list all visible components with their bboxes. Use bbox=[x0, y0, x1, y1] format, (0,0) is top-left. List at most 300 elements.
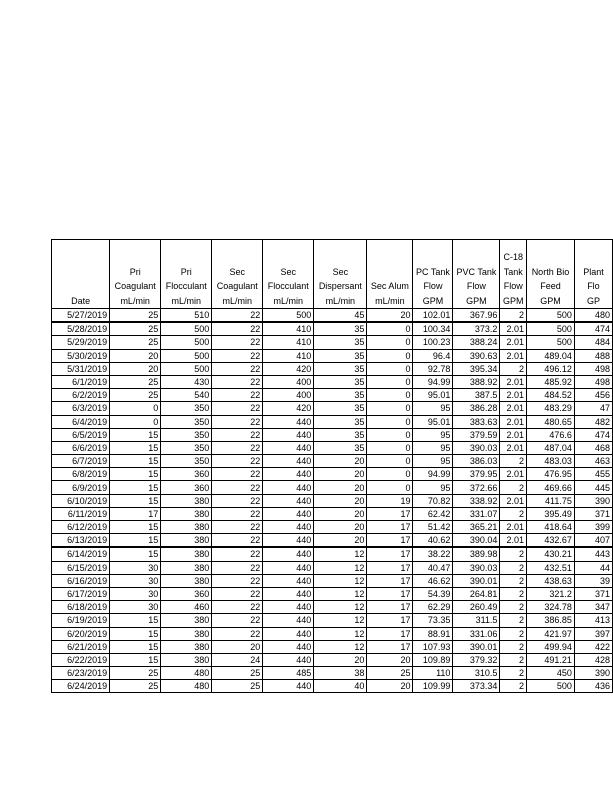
value-cell: 440 bbox=[263, 441, 314, 454]
value-cell: 386.28 bbox=[453, 402, 500, 415]
value-cell: 22 bbox=[212, 534, 263, 548]
date-cell: 6/15/2019 bbox=[52, 561, 110, 574]
value-cell: 22 bbox=[212, 349, 263, 362]
date-cell: 6/5/2019 bbox=[52, 428, 110, 441]
value-cell: 22 bbox=[212, 507, 263, 520]
header-line: mL/min bbox=[375, 295, 405, 306]
value-cell: 95 bbox=[413, 402, 453, 415]
date-cell: 6/13/2019 bbox=[52, 534, 110, 548]
value-cell: 0 bbox=[367, 441, 413, 454]
value-cell: 2.01 bbox=[500, 534, 527, 548]
value-cell: 2 bbox=[500, 455, 527, 468]
value-cell: 35 bbox=[314, 375, 367, 388]
value-cell: 17 bbox=[367, 640, 413, 653]
value-cell: 264.81 bbox=[453, 587, 500, 600]
table-row bbox=[52, 375, 613, 388]
header-line: GPM bbox=[502, 295, 524, 306]
value-cell: 12 bbox=[314, 614, 367, 627]
value-cell: 440 bbox=[263, 614, 314, 627]
value-cell: 109.89 bbox=[413, 653, 453, 666]
value-cell: 500 bbox=[527, 309, 575, 323]
value-cell: 15 bbox=[110, 614, 161, 627]
value-cell: 22 bbox=[212, 336, 263, 349]
value-cell: 480 bbox=[574, 309, 612, 323]
value-cell: 390.01 bbox=[453, 640, 500, 653]
table-row bbox=[52, 309, 613, 323]
value-cell: 0 bbox=[367, 428, 413, 441]
value-cell: 400 bbox=[263, 389, 314, 402]
value-cell: 399 bbox=[574, 521, 612, 534]
value-cell: 430.21 bbox=[527, 547, 575, 561]
value-cell: 0 bbox=[367, 415, 413, 428]
table-row bbox=[52, 455, 613, 468]
value-cell: 35 bbox=[314, 415, 367, 428]
value-cell: 25 bbox=[110, 309, 161, 323]
value-cell: 25 bbox=[110, 336, 161, 349]
value-cell: 438.63 bbox=[527, 574, 575, 587]
value-cell: 2.01 bbox=[500, 494, 527, 507]
value-cell: 390.03 bbox=[453, 561, 500, 574]
value-cell: 20 bbox=[314, 534, 367, 548]
value-cell: 500 bbox=[527, 680, 575, 693]
column-header bbox=[453, 240, 500, 309]
value-cell: 487.04 bbox=[527, 441, 575, 454]
date-cell: 6/17/2019 bbox=[52, 587, 110, 600]
value-cell: 15 bbox=[110, 455, 161, 468]
value-cell: 440 bbox=[263, 534, 314, 548]
value-cell: 47 bbox=[574, 402, 612, 415]
table-row bbox=[52, 468, 613, 481]
value-cell: 35 bbox=[314, 389, 367, 402]
value-cell: 2.01 bbox=[500, 402, 527, 415]
value-cell: 0 bbox=[367, 455, 413, 468]
value-cell: 386.85 bbox=[527, 614, 575, 627]
header-line: Flow bbox=[466, 281, 486, 291]
value-cell: 15 bbox=[110, 441, 161, 454]
value-cell: 73.35 bbox=[413, 614, 453, 627]
value-cell: 22 bbox=[212, 389, 263, 402]
value-cell: 489.04 bbox=[527, 349, 575, 362]
date-cell: 6/6/2019 bbox=[52, 441, 110, 454]
header-line: Feed bbox=[540, 281, 561, 291]
value-cell: 22 bbox=[212, 428, 263, 441]
value-cell: 2.01 bbox=[500, 389, 527, 402]
table-row bbox=[52, 640, 613, 653]
value-cell: 35 bbox=[314, 402, 367, 415]
value-cell: 2 bbox=[500, 640, 527, 653]
column-header bbox=[413, 240, 453, 309]
value-cell: 360 bbox=[161, 481, 212, 494]
value-cell: 22 bbox=[212, 362, 263, 375]
date-cell: 6/9/2019 bbox=[52, 481, 110, 494]
value-cell: 22 bbox=[212, 574, 263, 587]
value-cell: 380 bbox=[161, 574, 212, 587]
value-cell: 30 bbox=[110, 587, 161, 600]
value-cell: 500 bbox=[161, 336, 212, 349]
value-cell: 2 bbox=[500, 680, 527, 693]
value-cell: 498 bbox=[574, 375, 612, 388]
value-cell: 40.62 bbox=[413, 534, 453, 548]
value-cell: 12 bbox=[314, 561, 367, 574]
value-cell: 430 bbox=[161, 375, 212, 388]
header-line: Flo bbox=[587, 281, 600, 291]
value-cell: 25 bbox=[212, 680, 263, 693]
value-cell: 389.98 bbox=[453, 547, 500, 561]
value-cell: 0 bbox=[110, 415, 161, 428]
date-cell: 6/23/2019 bbox=[52, 667, 110, 680]
value-cell: 22 bbox=[212, 561, 263, 574]
value-cell: 22 bbox=[212, 481, 263, 494]
value-cell: 25 bbox=[110, 667, 161, 680]
value-cell: 15 bbox=[110, 547, 161, 561]
value-cell: 2.01 bbox=[500, 415, 527, 428]
value-cell: 371 bbox=[574, 507, 612, 520]
date-cell: 6/20/2019 bbox=[52, 627, 110, 640]
value-cell: 440 bbox=[263, 481, 314, 494]
value-cell: 0 bbox=[110, 402, 161, 415]
value-cell: 17 bbox=[367, 587, 413, 600]
value-cell: 350 bbox=[161, 455, 212, 468]
value-cell: 0 bbox=[367, 375, 413, 388]
value-cell: 2 bbox=[500, 507, 527, 520]
value-cell: 420 bbox=[263, 402, 314, 415]
header-line: Sec bbox=[280, 266, 297, 277]
table-row bbox=[52, 336, 613, 349]
value-cell: 22 bbox=[212, 322, 263, 336]
value-cell: 95 bbox=[413, 481, 453, 494]
header-line: GPM bbox=[540, 295, 561, 306]
date-cell: 5/28/2019 bbox=[52, 322, 110, 336]
column-header bbox=[574, 240, 612, 309]
value-cell: 440 bbox=[263, 561, 314, 574]
value-cell: 22 bbox=[212, 415, 263, 428]
value-cell: 20 bbox=[314, 455, 367, 468]
value-cell: 2 bbox=[500, 587, 527, 600]
value-cell: 388.92 bbox=[453, 375, 500, 388]
value-cell: 20 bbox=[367, 653, 413, 666]
table-row bbox=[52, 362, 613, 375]
table-row bbox=[52, 349, 613, 362]
value-cell: 22 bbox=[212, 309, 263, 323]
date-cell: 6/14/2019 bbox=[52, 547, 110, 561]
value-cell: 35 bbox=[314, 349, 367, 362]
value-cell: 20 bbox=[314, 481, 367, 494]
value-cell: 20 bbox=[314, 494, 367, 507]
column-header bbox=[527, 240, 575, 309]
header-line: PVC Tank bbox=[456, 266, 497, 277]
value-cell: 2 bbox=[500, 627, 527, 640]
value-cell: 380 bbox=[161, 534, 212, 548]
value-cell: 12 bbox=[314, 587, 367, 600]
date-cell: 5/30/2019 bbox=[52, 349, 110, 362]
value-cell: 350 bbox=[161, 415, 212, 428]
value-cell: 96.4 bbox=[413, 349, 453, 362]
value-cell: 17 bbox=[367, 574, 413, 587]
value-cell: 12 bbox=[314, 601, 367, 614]
value-cell: 38.22 bbox=[413, 547, 453, 561]
value-cell: 15 bbox=[110, 428, 161, 441]
value-cell: 390.01 bbox=[453, 574, 500, 587]
value-cell: 445 bbox=[574, 481, 612, 494]
column-header bbox=[367, 240, 413, 309]
table-row bbox=[52, 614, 613, 627]
value-cell: 110 bbox=[413, 667, 453, 680]
date-cell: 6/10/2019 bbox=[52, 494, 110, 507]
table-body bbox=[52, 309, 613, 693]
value-cell: 390.63 bbox=[453, 349, 500, 362]
header-line: Flocculant bbox=[165, 281, 207, 291]
value-cell: 35 bbox=[314, 322, 367, 336]
date-cell: 6/12/2019 bbox=[52, 521, 110, 534]
value-cell: 24 bbox=[212, 653, 263, 666]
header-line: Sec bbox=[229, 266, 246, 277]
value-cell: 22 bbox=[212, 402, 263, 415]
value-cell: 2 bbox=[500, 653, 527, 666]
value-cell: 440 bbox=[263, 587, 314, 600]
value-cell: 390 bbox=[574, 667, 612, 680]
value-cell: 17 bbox=[367, 534, 413, 548]
value-cell: 17 bbox=[367, 521, 413, 534]
value-cell: 20 bbox=[367, 680, 413, 693]
value-cell: 395.49 bbox=[527, 507, 575, 520]
table-row bbox=[52, 601, 613, 614]
value-cell: 38 bbox=[314, 667, 367, 680]
value-cell: 95 bbox=[413, 455, 453, 468]
value-cell: 260.49 bbox=[453, 601, 500, 614]
value-cell: 22 bbox=[212, 587, 263, 600]
value-cell: 17 bbox=[110, 507, 161, 520]
value-cell: 22 bbox=[212, 547, 263, 561]
value-cell: 22 bbox=[212, 521, 263, 534]
value-cell: 540 bbox=[161, 389, 212, 402]
value-cell: 380 bbox=[161, 640, 212, 653]
value-cell: 468 bbox=[574, 441, 612, 454]
date-cell: 6/1/2019 bbox=[52, 375, 110, 388]
value-cell: 379.95 bbox=[453, 468, 500, 481]
value-cell: 2.01 bbox=[500, 349, 527, 362]
value-cell: 460 bbox=[161, 601, 212, 614]
value-cell: 95 bbox=[413, 428, 453, 441]
date-cell: 6/18/2019 bbox=[52, 601, 110, 614]
column-header bbox=[263, 240, 314, 309]
value-cell: 380 bbox=[161, 507, 212, 520]
date-cell: 6/3/2019 bbox=[52, 402, 110, 415]
value-cell: 372.66 bbox=[453, 481, 500, 494]
value-cell: 379.32 bbox=[453, 653, 500, 666]
value-cell: 395.34 bbox=[453, 362, 500, 375]
value-cell: 0 bbox=[367, 468, 413, 481]
table-row bbox=[52, 574, 613, 587]
header-line: C-18 bbox=[503, 252, 523, 262]
value-cell: 407 bbox=[574, 534, 612, 548]
value-cell: 15 bbox=[110, 627, 161, 640]
value-cell: 480 bbox=[161, 680, 212, 693]
value-cell: 350 bbox=[161, 428, 212, 441]
value-cell: 2 bbox=[500, 309, 527, 323]
value-cell: 46.62 bbox=[413, 574, 453, 587]
column-header bbox=[110, 240, 161, 309]
value-cell: 2.01 bbox=[500, 441, 527, 454]
value-cell: 92.78 bbox=[413, 362, 453, 375]
value-cell: 440 bbox=[263, 640, 314, 653]
value-cell: 35 bbox=[314, 428, 367, 441]
value-cell: 488 bbox=[574, 349, 612, 362]
column-header bbox=[52, 240, 110, 309]
value-cell: 12 bbox=[314, 627, 367, 640]
value-cell: 15 bbox=[110, 468, 161, 481]
value-cell: 15 bbox=[110, 521, 161, 534]
value-cell: 0 bbox=[367, 336, 413, 349]
value-cell: 35 bbox=[314, 441, 367, 454]
value-cell: 100.34 bbox=[413, 322, 453, 336]
date-cell: 5/29/2019 bbox=[52, 336, 110, 349]
value-cell: 20 bbox=[314, 468, 367, 481]
table-row bbox=[52, 494, 613, 507]
table-row bbox=[52, 428, 613, 441]
value-cell: 440 bbox=[263, 574, 314, 587]
value-cell: 418.64 bbox=[527, 521, 575, 534]
value-cell: 2.01 bbox=[500, 428, 527, 441]
header-line: mL/min bbox=[222, 295, 253, 306]
header-line: mL/min bbox=[325, 295, 356, 306]
value-cell: 373.2 bbox=[453, 322, 500, 336]
value-cell: 20 bbox=[367, 309, 413, 323]
value-cell: 44 bbox=[574, 561, 612, 574]
value-cell: 17 bbox=[367, 614, 413, 627]
date-cell: 6/4/2019 bbox=[52, 415, 110, 428]
table-row bbox=[52, 481, 613, 494]
value-cell: 2 bbox=[500, 561, 527, 574]
value-cell: 360 bbox=[161, 587, 212, 600]
value-cell: 0 bbox=[367, 481, 413, 494]
value-cell: 422 bbox=[574, 640, 612, 653]
value-cell: 440 bbox=[263, 601, 314, 614]
value-cell: 485 bbox=[263, 667, 314, 680]
value-cell: 390.03 bbox=[453, 441, 500, 454]
date-cell: 6/11/2019 bbox=[52, 507, 110, 520]
date-cell: 5/31/2019 bbox=[52, 362, 110, 375]
value-cell: 2 bbox=[500, 667, 527, 680]
value-cell: 15 bbox=[110, 494, 161, 507]
value-cell: 476.6 bbox=[527, 428, 575, 441]
date-cell: 6/24/2019 bbox=[52, 680, 110, 693]
table-row bbox=[52, 402, 613, 415]
value-cell: 440 bbox=[263, 428, 314, 441]
value-cell: 0 bbox=[367, 389, 413, 402]
date-cell: 6/2/2019 bbox=[52, 389, 110, 402]
value-cell: 2 bbox=[500, 574, 527, 587]
value-cell: 484 bbox=[574, 336, 612, 349]
value-cell: 485.92 bbox=[527, 375, 575, 388]
value-cell: 22 bbox=[212, 494, 263, 507]
value-cell: 450 bbox=[527, 667, 575, 680]
value-cell: 0 bbox=[367, 402, 413, 415]
value-cell: 311.5 bbox=[453, 614, 500, 627]
value-cell: 421.97 bbox=[527, 627, 575, 640]
header-line: Pri bbox=[180, 266, 192, 277]
value-cell: 62.42 bbox=[413, 507, 453, 520]
value-cell: 500 bbox=[527, 336, 575, 349]
value-cell: 109.99 bbox=[413, 680, 453, 693]
value-cell: 25 bbox=[110, 375, 161, 388]
value-cell: 436 bbox=[574, 680, 612, 693]
value-cell: 500 bbox=[161, 322, 212, 336]
value-cell: 17 bbox=[367, 627, 413, 640]
value-cell: 12 bbox=[314, 547, 367, 561]
value-cell: 500 bbox=[161, 362, 212, 375]
date-cell: 5/27/2019 bbox=[52, 309, 110, 323]
value-cell: 17 bbox=[367, 561, 413, 574]
value-cell: 367.96 bbox=[453, 309, 500, 323]
value-cell: 410 bbox=[263, 322, 314, 336]
value-cell: 95.01 bbox=[413, 389, 453, 402]
value-cell: 2 bbox=[500, 547, 527, 561]
header-line: GP bbox=[586, 295, 600, 306]
value-cell: 95.01 bbox=[413, 415, 453, 428]
value-cell: 480 bbox=[161, 667, 212, 680]
header-line: Tank bbox=[503, 266, 523, 277]
value-cell: 482 bbox=[574, 415, 612, 428]
value-cell: 432.67 bbox=[527, 534, 575, 548]
value-cell: 25 bbox=[367, 667, 413, 680]
header-line: Coagulant bbox=[114, 281, 156, 291]
value-cell: 30 bbox=[110, 561, 161, 574]
value-cell: 347 bbox=[574, 601, 612, 614]
value-cell: 25 bbox=[110, 680, 161, 693]
value-cell: 22 bbox=[212, 441, 263, 454]
value-cell: 107.93 bbox=[413, 640, 453, 653]
header-line: GPM bbox=[466, 295, 487, 306]
table-row bbox=[52, 547, 613, 561]
value-cell: 2.01 bbox=[500, 468, 527, 481]
value-cell: 410 bbox=[263, 349, 314, 362]
value-cell: 0 bbox=[367, 322, 413, 336]
value-cell: 310.5 bbox=[453, 667, 500, 680]
header-line: Plant bbox=[583, 266, 604, 277]
value-cell: 380 bbox=[161, 561, 212, 574]
value-cell: 380 bbox=[161, 547, 212, 561]
value-cell: 51.42 bbox=[413, 521, 453, 534]
value-cell: 15 bbox=[110, 481, 161, 494]
value-cell: 2 bbox=[500, 614, 527, 627]
column-header bbox=[212, 240, 263, 309]
value-cell: 380 bbox=[161, 521, 212, 534]
value-cell: 0 bbox=[367, 349, 413, 362]
value-cell: 70.82 bbox=[413, 494, 453, 507]
column-header bbox=[314, 240, 367, 309]
header-line: North Bio bbox=[531, 266, 570, 277]
value-cell: 20 bbox=[110, 362, 161, 375]
header-line: Sec bbox=[332, 266, 349, 277]
value-cell: 62.29 bbox=[413, 601, 453, 614]
table-row bbox=[52, 389, 613, 402]
value-cell: 17 bbox=[367, 601, 413, 614]
value-cell: 22 bbox=[212, 375, 263, 388]
value-cell: 102.01 bbox=[413, 309, 453, 323]
value-cell: 25 bbox=[110, 389, 161, 402]
value-cell: 0 bbox=[367, 362, 413, 375]
value-cell: 54.39 bbox=[413, 587, 453, 600]
value-cell: 12 bbox=[314, 574, 367, 587]
value-cell: 432.51 bbox=[527, 561, 575, 574]
value-cell: 456 bbox=[574, 389, 612, 402]
value-cell: 88.91 bbox=[413, 627, 453, 640]
value-cell: 440 bbox=[263, 627, 314, 640]
value-cell: 413 bbox=[574, 614, 612, 627]
table-row bbox=[52, 653, 613, 666]
header-line: Sec Alum bbox=[370, 281, 409, 291]
value-cell: 25 bbox=[212, 667, 263, 680]
